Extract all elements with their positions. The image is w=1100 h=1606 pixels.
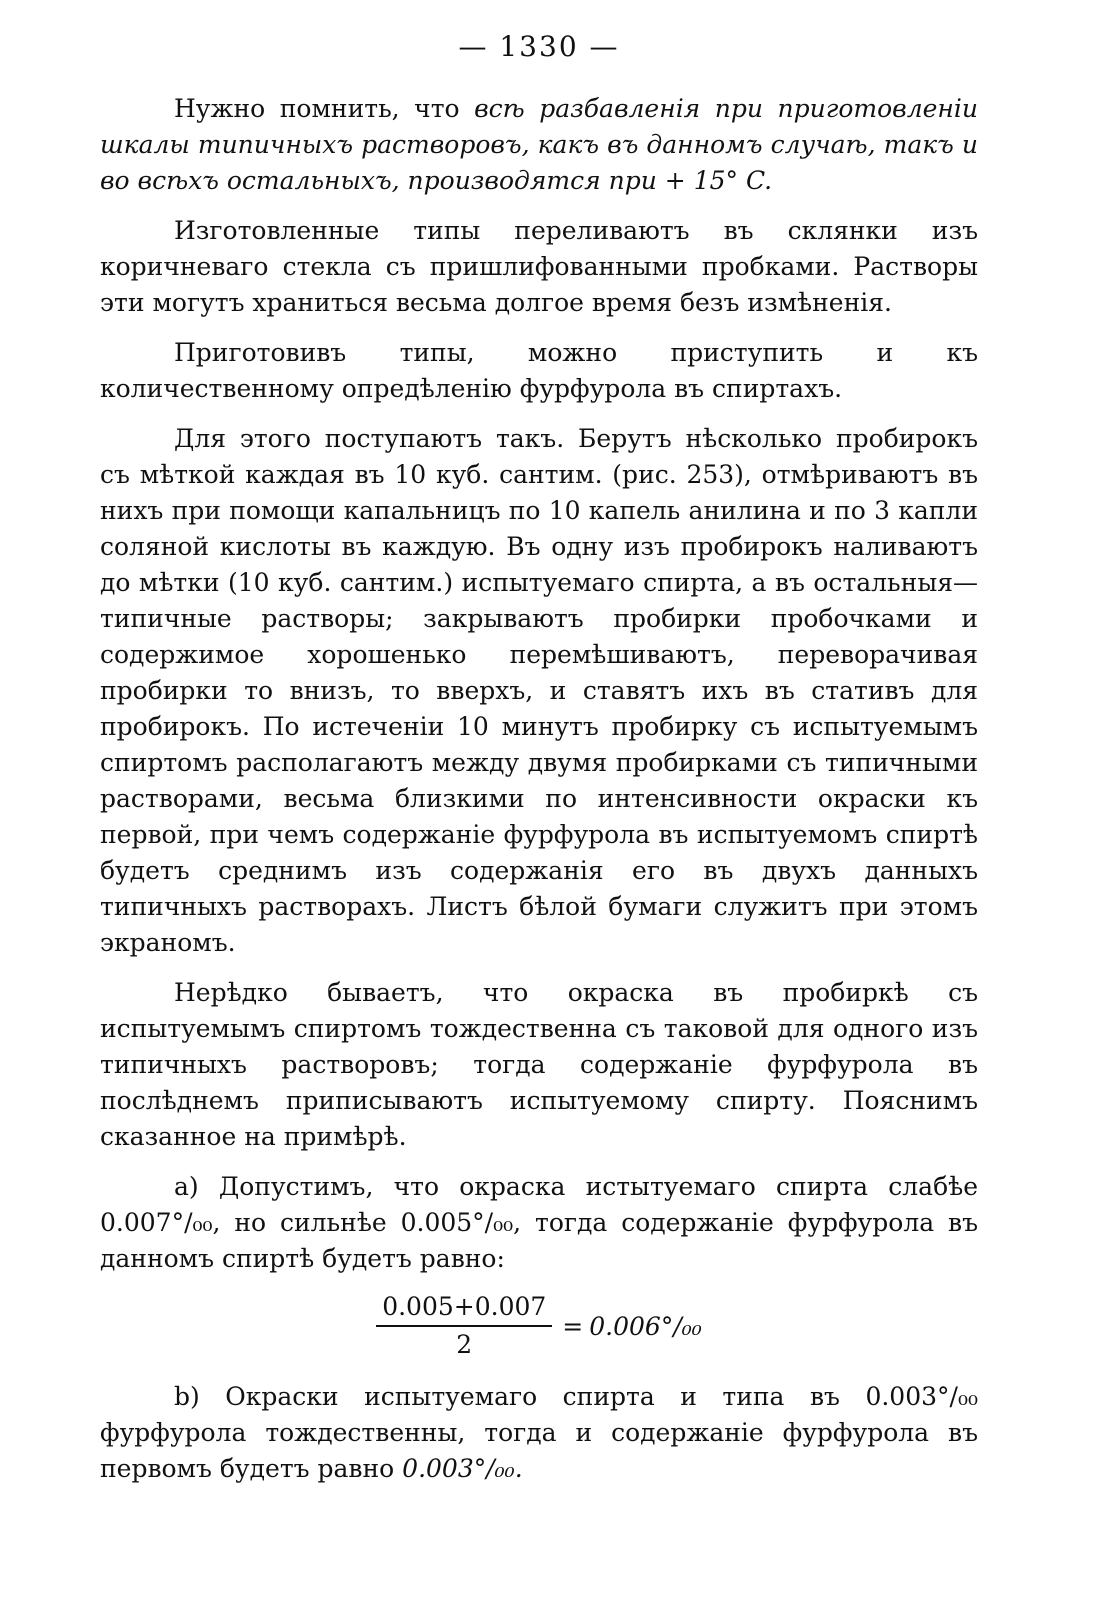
paragraph-identity: Нерѣдко бываетъ, что окраска въ пробиркѣ съ испытуемымъ спиртомъ тождественна съ таковой для одного изъ типичныхъ растворовъ; тогда содержаніе фурфурола въ послѣднемъ приписываютъ испытуемому спирту. Пояснимъ сказанное на примѣрѣ. — [100, 978, 978, 1151]
paragraph-example-a: а) Допустимъ, что окраска истытуемаго спирта слабѣе 0.007°/₀₀, но сильнѣе 0.005°/₀₀, тогда содержаніе фурфурола въ данномъ спиртѣ будетъ равно: — [100, 1172, 978, 1273]
paragraph-storage: Изготовленные типы переливаютъ въ склянки изъ коричневаго стекла съ пришлифованными пробками. Растворы эти могутъ храниться весьма долгое время безъ измѣненія. — [100, 216, 978, 317]
page-number: — 1330 — — [458, 30, 620, 63]
paragraph-note — [100, 91, 978, 199]
paragraph-note-lead: Нужно помнить, что — [174, 94, 475, 123]
average-formula — [100, 1291, 978, 1361]
formula-denominator: 2 — [456, 1330, 473, 1359]
formula-equals: = — [562, 1311, 584, 1341]
paragraph-example-b — [100, 1379, 978, 1487]
formula-fraction — [376, 1291, 552, 1361]
paragraph-example-b-lead: b) Окраски испытуемаго спирта и типа въ 0.003°/₀₀ фурфурола тождественны, тогда и содержаніе фурфурола въ первомъ будетъ равно — [100, 1382, 978, 1483]
formula-result: 0.006°/₀₀ — [589, 1311, 702, 1341]
formula-numerator: 0.005+0.007 — [376, 1291, 552, 1327]
paragraph-procedure: Для этого поступаютъ такъ. Берутъ нѣсколько пробирокъ съ мѣткой каждая въ 10 куб. сантим. (рис. 253), отмѣриваютъ въ нихъ при помощи капальницъ по 10 капель анилина и по 3 капли соляной кислоты въ каждую. Въ одну изъ пробирокъ наливаютъ до мѣтки (10 куб. сантим.) испытуемаго спирта, а въ остальныя—типичные растворы; закрываютъ пробирки пробочками и содержимое хорошенько перемѣшиваютъ, переворачивая пробирки то внизъ, то вверхъ, и ставятъ ихъ въ стативъ для пробирокъ. По истеченіи 10 минутъ пробирку съ испытуемымъ спиртомъ располагаютъ между двумя пробирками съ типичными растворами, весьма близкими по интенсивности окраски къ первой, при чемъ содержаніе фурфурола въ испытуемомъ спиртѣ будетъ среднимъ изъ содержанія его въ двухъ данныхъ типичныхъ растворахъ. Листъ бѣлой бумаги служитъ при этомъ экраномъ. — [100, 424, 978, 957]
paragraph-note-italic: всѣ разбавленія при приготовленіи шкалы типичныхъ растворовъ, какъ въ данномъ случаѣ, такъ и во всѣхъ остальныхъ, производятся при + 15° C. — [100, 94, 978, 195]
document-page — [100, 30, 978, 1501]
paragraph-example-b-result: 0.003°/₀₀. — [402, 1454, 523, 1483]
paragraph-intro: Приготовивъ типы, можно приступить и къ количественному опредѣленію фурфурола въ спиртахъ. — [100, 338, 978, 403]
